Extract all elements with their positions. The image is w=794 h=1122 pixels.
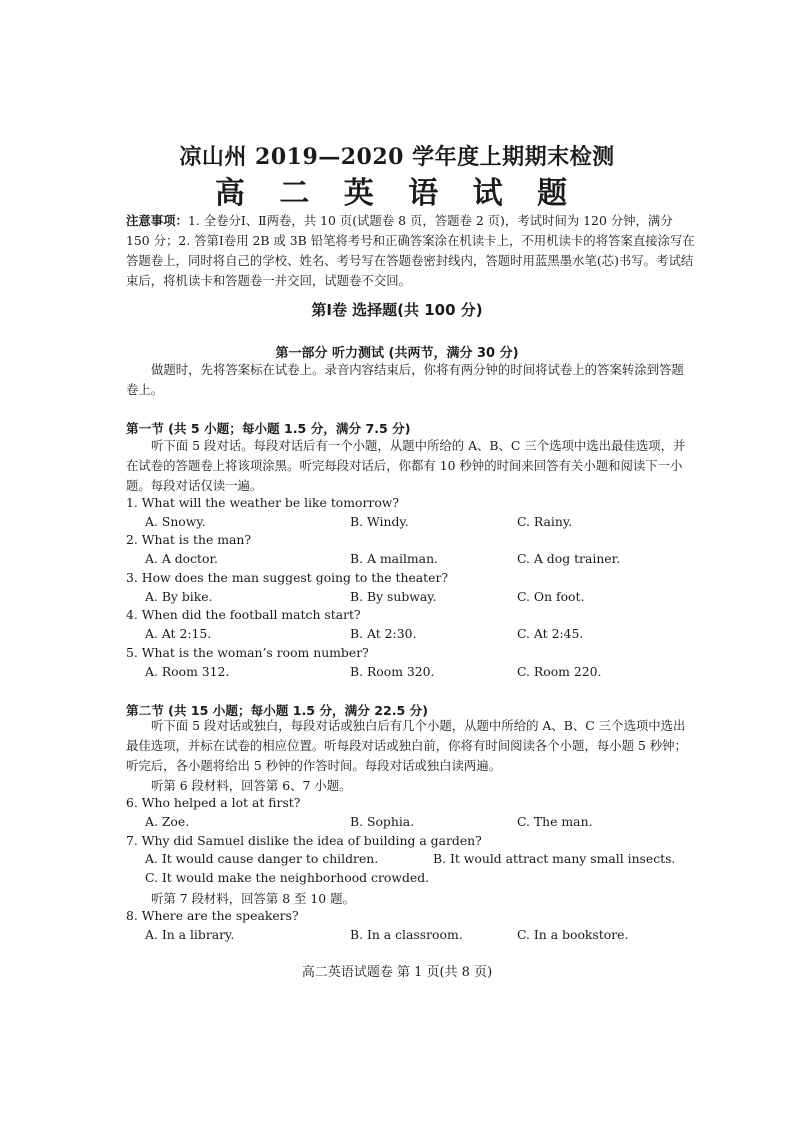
q2-option-c: C. A dog trainer.: [517, 551, 621, 566]
notice-block: [126, 211, 698, 291]
q3-option-c: C. On foot.: [517, 589, 585, 604]
material-6-note: 听第 6 段材料，回答第 6、7 小题。: [151, 778, 352, 793]
volume-title: 第Ⅰ卷 选择题(共 100 分): [311, 301, 483, 319]
exam-title-line2: 高 二 英 语 试 题: [214, 176, 580, 211]
q5-option-a: A. Room 312.: [145, 664, 230, 679]
question-2: 2. What is the man?: [126, 532, 252, 547]
exam-title-line1: 凉山州 2019—2020 学年度上期期末检测: [179, 144, 615, 170]
page-footer: 高二英语试题卷 第 1 页(共 8 页): [301, 965, 493, 980]
q7-option-b: B. It would attract many small insects.: [433, 851, 676, 866]
q4-option-a: A. At 2:15.: [145, 626, 212, 641]
q2-option-a: A. A doctor.: [145, 551, 218, 566]
question-7: 7. Why did Samuel dislike the idea of building a garden?: [126, 833, 482, 848]
q3-option-a: A. By bike.: [145, 589, 213, 604]
q8-option-a: A. In a library.: [145, 927, 235, 942]
part1-intro: 做题时，先将答案标在试卷上。录音内容结束后，你将有两分钟的时间将试卷上的答案转涂到答题卷上。: [126, 362, 684, 397]
q5-option-b: B. Room 320.: [350, 664, 435, 679]
section2-title: 第二节 (共 15 小题；每小题 1.5 分，满分 22.5 分): [126, 703, 429, 718]
q7-option-c: C. It would make the neighborhood crowded.: [145, 870, 430, 885]
q6-option-c: C. The man.: [517, 814, 593, 829]
q5-option-c: C. Room 220.: [517, 664, 602, 679]
question-5: 5. What is the woman’s room number?: [126, 645, 369, 660]
question-6: 6. Who helped a lot at first?: [126, 795, 301, 810]
q7-option-a: A. It would cause danger to children.: [145, 851, 379, 866]
section1-title: 第一节 (共 5 小题；每小题 1.5 分，满分 7.5 分): [126, 421, 411, 436]
q1-option-a: A. Snowy.: [145, 514, 206, 529]
q6-option-b: B. Sophia.: [350, 814, 415, 829]
part1-title: 第一部分 听力测试 (共两节，满分 30 分): [275, 346, 519, 361]
q6-option-a: A. Zoe.: [145, 814, 190, 829]
question-8: 8. Where are the speakers?: [126, 908, 299, 923]
q8-option-c: C. In a bookstore.: [517, 927, 629, 942]
section1-instructions: 听下面 5 段对话。每段对话后有一个小题，从题中所给的 A、B、C 三个选项中选出最佳选项，并在试卷的答题卷上将该项涂黑。听完每段对话后，你都有 10 秒钟的时间来回答有关小题和阅读下一小题。每段对话仅读一遍。: [126, 438, 686, 493]
section2-instructions: 听下面 5 段对话或独白，每段对话或独白后有几个小题，从题中所给的 A、B、C 三个选项中选出最佳选项，并标在试卷的相应位置。听每段对话或独白前，你将有时间阅读各个小题，每小题 5 秒钟；听完后，各小题将给出 5 秒钟的作答时间。每段对话或独白读两遍。: [126, 718, 687, 773]
question-3: 3. How does the man suggest going to the theater?: [126, 570, 449, 585]
question-4: 4. When did the football match start?: [126, 607, 361, 622]
q1-option-b: B. Windy.: [350, 514, 409, 529]
q4-option-b: B. At 2:30.: [350, 626, 417, 641]
question-1: 1. What will the weather be like tomorrow?: [126, 495, 400, 510]
q8-option-b: B. In a classroom.: [350, 927, 463, 942]
q1-option-c: C. Rainy.: [517, 514, 573, 529]
q3-option-b: B. By subway.: [350, 589, 437, 604]
notice-label: 注意事项：: [126, 213, 188, 228]
q4-option-c: C. At 2:45.: [517, 626, 584, 641]
material-7-note: 听第 7 段材料，回答第 8 至 10 题。: [151, 891, 355, 906]
notice-text: 1. 全卷分Ⅰ、Ⅱ两卷，共 10 页(试题卷 8 页，答题卷 2 页)，考试时间为 120 分钟，满分 150 分；2. 答第Ⅰ卷用 2B 或 3B 铅笔将考号和正确答案涂在机读卡上，不用机读卡的将答案直接涂写在答题卷上，同时将自己的学校、姓名、考号写在答题卷密封线内，答题时用蓝黑墨水笔(芯)书写。考试结束后，将机读卡和答题卷一并交回，试题卷不交回。: [126, 213, 695, 288]
q2-option-b: B. A mailman.: [350, 551, 438, 566]
